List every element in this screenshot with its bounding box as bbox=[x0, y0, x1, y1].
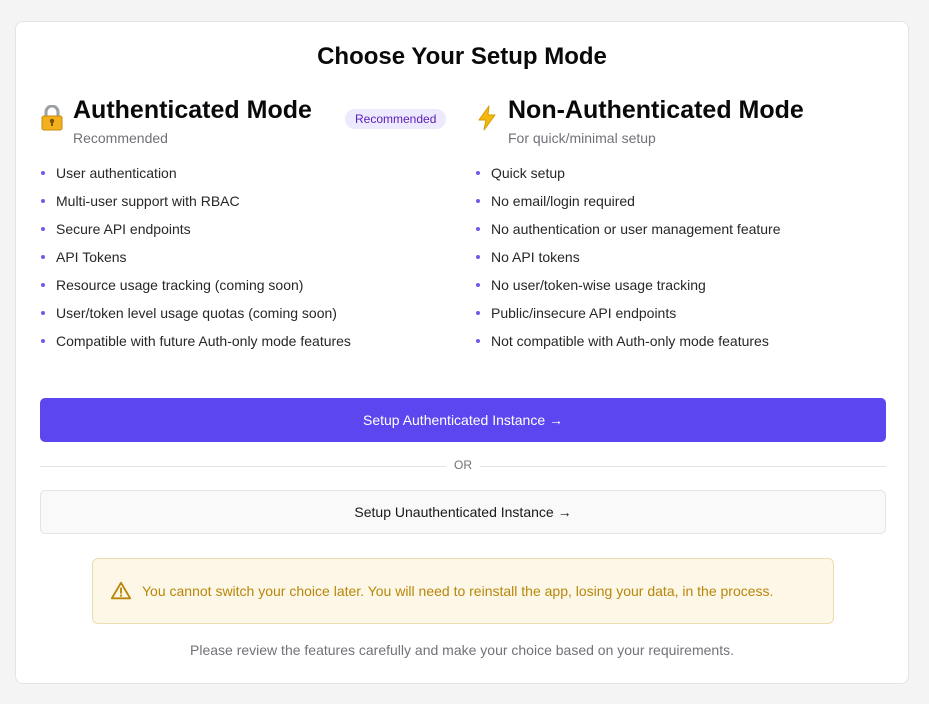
non-authenticated-mode-section bbox=[475, 96, 895, 349]
list-item: No authentication or user management feature bbox=[475, 219, 781, 247]
authenticated-mode-section bbox=[40, 96, 460, 349]
warning-text: You cannot switch your choice later. You will need to reinstall the app, losing your data, in the process. bbox=[142, 583, 774, 599]
list-item: Secure API endpoints bbox=[40, 219, 351, 247]
list-item: User/token level usage quotas (coming soon) bbox=[40, 303, 351, 331]
warning-alert bbox=[92, 558, 834, 624]
list-item: Compatible with future Auth-only mode features bbox=[40, 331, 351, 359]
list-item: API Tokens bbox=[40, 247, 351, 275]
authenticated-mode-subtitle: Recommended bbox=[73, 130, 168, 146]
list-item: No API tokens bbox=[475, 247, 781, 275]
list-item: User authentication bbox=[40, 163, 351, 191]
warning-triangle-icon bbox=[110, 580, 132, 602]
footer-note: Please review the features carefully and make your choice based on your requirements. bbox=[190, 642, 734, 658]
non-authenticated-feature-list bbox=[475, 163, 781, 359]
page-title: Choose Your Setup Mode bbox=[317, 43, 607, 70]
authenticated-feature-list bbox=[40, 163, 351, 359]
or-separator-label: OR bbox=[446, 458, 480, 472]
list-item: Not compatible with Auth-only mode features bbox=[475, 331, 781, 359]
non-authenticated-mode-subtitle: For quick/minimal setup bbox=[508, 130, 656, 146]
lightning-icon bbox=[475, 105, 499, 131]
list-item: Quick setup bbox=[475, 163, 781, 191]
list-item: Public/insecure API endpoints bbox=[475, 303, 781, 331]
list-item: No email/login required bbox=[475, 191, 781, 219]
setup-authenticated-button[interactable]: Setup Authenticated Instance → bbox=[40, 398, 886, 442]
authenticated-mode-header bbox=[40, 96, 460, 152]
setup-mode-card bbox=[15, 21, 909, 684]
authenticated-mode-title: Authenticated Mode bbox=[73, 96, 312, 124]
list-item: Multi-user support with RBAC bbox=[40, 191, 351, 219]
list-item: Resource usage tracking (coming soon) bbox=[40, 275, 351, 303]
lock-key-icon bbox=[40, 105, 64, 131]
non-authenticated-mode-header bbox=[475, 96, 895, 152]
list-item: No user/token-wise usage tracking bbox=[475, 275, 781, 303]
non-authenticated-mode-title: Non-Authenticated Mode bbox=[508, 96, 804, 124]
recommended-badge: Recommended bbox=[345, 109, 446, 129]
setup-unauthenticated-button[interactable]: Setup Unauthenticated Instance → bbox=[40, 490, 886, 534]
